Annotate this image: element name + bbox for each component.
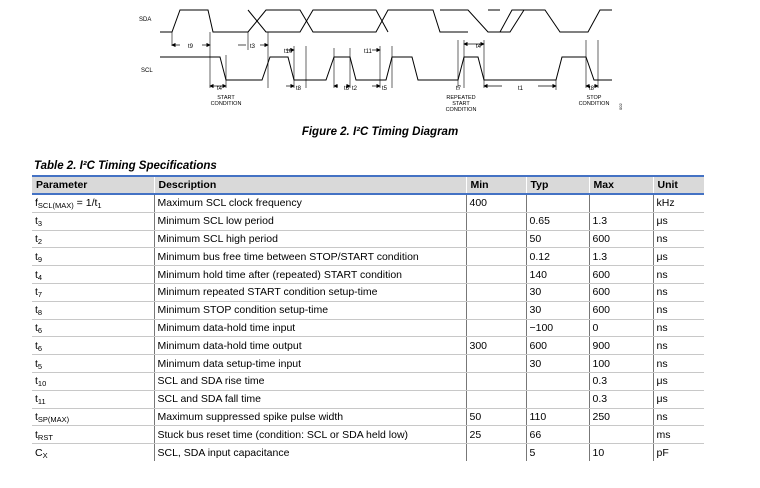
parameter-subscript: 11 xyxy=(37,397,46,407)
parameter-symbol: t xyxy=(35,393,38,406)
cell-max: 900 xyxy=(589,337,653,355)
cell-min: 400 xyxy=(466,194,526,212)
repeated-start-line2: START xyxy=(452,101,470,107)
parameter-symbol: t xyxy=(35,339,38,352)
cell-parameter xyxy=(32,301,154,319)
cell-typ: 66 xyxy=(526,426,589,444)
cell-max: 1.3 xyxy=(589,212,653,230)
cell-parameter xyxy=(32,372,154,390)
cell-min xyxy=(466,266,526,284)
parameter-subscript: 6 xyxy=(37,343,43,353)
parameter-subscript: RST xyxy=(37,432,53,442)
label-t5: t5 xyxy=(382,86,388,92)
parameter-symbol: t xyxy=(35,304,38,317)
label-t8: t8 xyxy=(296,86,302,92)
cell-min xyxy=(466,372,526,390)
cell-min xyxy=(466,230,526,248)
cell-unit: ns xyxy=(653,283,704,301)
cell-min xyxy=(466,319,526,337)
label-t6: t6 xyxy=(344,86,350,92)
cell-typ: 30 xyxy=(526,355,589,373)
table-row xyxy=(32,319,704,337)
table-body xyxy=(32,194,704,461)
cell-unit: μs xyxy=(653,390,704,408)
cell-unit: ms xyxy=(653,426,704,444)
cell-max: 600 xyxy=(589,301,653,319)
cell-parameter xyxy=(32,337,154,355)
parameter-symbol: t xyxy=(35,286,38,299)
parameter-symbol: t xyxy=(35,428,38,441)
cell-description: SCL and SDA rise time xyxy=(154,372,466,390)
cell-unit: ns xyxy=(653,355,704,373)
parameter-subscript: SCL(MAX) xyxy=(37,201,74,211)
header-max: Max xyxy=(589,176,653,194)
figure-caption: Figure 2. I²C Timing Diagram xyxy=(301,126,459,138)
cell-min xyxy=(466,301,526,319)
parameter-tail-subscript: 1 xyxy=(97,201,102,211)
cell-typ: 30 xyxy=(526,283,589,301)
cell-description: Maximum SCL clock frequency xyxy=(154,194,466,212)
table-title: Table 2. I²C Timing Specifications xyxy=(34,160,217,172)
scl-signal-label: SCL xyxy=(141,68,153,74)
parameter-symbol: t xyxy=(35,232,38,245)
header-min: Min xyxy=(466,176,526,194)
cell-description: Minimum data setup-time input xyxy=(154,355,466,373)
cell-max: 600 xyxy=(589,230,653,248)
cell-description: Minimum STOP condition setup-time xyxy=(154,301,466,319)
table-row xyxy=(32,266,704,284)
cell-parameter xyxy=(32,212,154,230)
parameter-symbol: f xyxy=(35,197,38,210)
parameter-subscript: X xyxy=(42,450,48,460)
cell-description: Minimum data-hold time input xyxy=(154,319,466,337)
cell-max: 600 xyxy=(589,266,653,284)
condition-labels xyxy=(211,95,610,113)
table-row xyxy=(32,355,704,373)
label-t4-repeat: t4 xyxy=(476,44,482,50)
cell-typ: 5 xyxy=(526,444,589,461)
cell-max: 600 xyxy=(589,283,653,301)
parameter-subscript: 6 xyxy=(37,325,43,335)
table-row xyxy=(32,212,704,230)
cell-unit: ns xyxy=(653,266,704,284)
repeated-start-line1: REPEATED xyxy=(446,95,476,101)
cell-typ xyxy=(526,194,589,212)
table-row xyxy=(32,194,704,212)
label-t3: t3 xyxy=(250,44,256,50)
cell-description: Minimum bus free time between STOP/START condition xyxy=(154,248,466,266)
label-t10: t10 xyxy=(284,49,293,55)
cell-description: Minimum repeated START condition setup-time xyxy=(154,283,466,301)
cell-unit: ns xyxy=(653,408,704,426)
cell-description: SCL, SDA input capacitance xyxy=(154,444,466,461)
timing-labels xyxy=(188,44,595,92)
parameter-subscript: 10 xyxy=(37,379,47,389)
table-row xyxy=(32,248,704,266)
parameter-subscript: 2 xyxy=(37,236,43,246)
cell-max: 1.3 xyxy=(589,248,653,266)
cell-max: 100 xyxy=(589,355,653,373)
cell-min: 50 xyxy=(466,408,526,426)
cell-max: 10 xyxy=(589,444,653,461)
table-row xyxy=(32,444,704,461)
header-typ: Typ xyxy=(526,176,589,194)
label-t9: t9 xyxy=(188,44,194,50)
table-row xyxy=(32,426,704,444)
header-description: Description xyxy=(154,176,466,194)
table-row xyxy=(32,230,704,248)
cell-min xyxy=(466,355,526,373)
cell-typ: 0.12 xyxy=(526,248,589,266)
table-row xyxy=(32,283,704,301)
cell-typ: 50 xyxy=(526,230,589,248)
cell-description: Minimum SCL high period xyxy=(154,230,466,248)
cell-parameter xyxy=(32,426,154,444)
scl-waveform xyxy=(160,57,612,80)
cell-description: Stuck bus reset time (condition: SCL or SDA held low) xyxy=(154,426,466,444)
parameter-subscript: SP(MAX) xyxy=(37,414,70,424)
cell-min: 300 xyxy=(466,337,526,355)
parameter-symbol: t xyxy=(35,410,38,423)
parameter-symbol: t xyxy=(35,357,38,370)
cell-parameter xyxy=(32,283,154,301)
parameter-tail: = 1/t xyxy=(73,197,98,210)
cell-typ: 600 xyxy=(526,337,589,355)
cell-unit: ns xyxy=(653,230,704,248)
sda-signal-label: SDA xyxy=(139,17,152,23)
cell-typ: 0.65 xyxy=(526,212,589,230)
start-condition-line2: CONDITION xyxy=(210,101,242,107)
start-condition-line1: START xyxy=(217,95,235,101)
cell-min xyxy=(466,444,526,461)
label-t7: t7 xyxy=(456,86,462,92)
cell-max: 0.3 xyxy=(589,372,653,390)
cell-unit: kHz xyxy=(653,194,704,212)
table-row xyxy=(32,408,704,426)
cell-min xyxy=(466,283,526,301)
label-t2: t2 xyxy=(352,86,358,92)
cell-parameter xyxy=(32,390,154,408)
cell-parameter xyxy=(32,266,154,284)
cell-unit: pF xyxy=(653,444,704,461)
cell-typ: 140 xyxy=(526,266,589,284)
cell-unit: μs xyxy=(653,248,704,266)
i2c-timing-diagram xyxy=(0,0,760,125)
timing-guides xyxy=(172,32,598,90)
parameter-symbol: t xyxy=(35,375,38,388)
parameter-subscript: 3 xyxy=(37,219,43,229)
cell-unit: ns xyxy=(653,301,704,319)
label-t8-stop: t8 xyxy=(589,86,595,92)
cell-min xyxy=(466,212,526,230)
cell-description: Minimum hold time after (repeated) START condition xyxy=(154,266,466,284)
stop-condition-line2: CONDITION xyxy=(578,101,610,107)
cell-parameter xyxy=(32,230,154,248)
cell-parameter xyxy=(32,355,154,373)
cell-typ: −100 xyxy=(526,319,589,337)
figure-side-code: 002 xyxy=(618,103,623,110)
parameter-subscript: 4 xyxy=(37,272,43,282)
cell-parameter xyxy=(32,248,154,266)
parameter-symbol: t xyxy=(35,215,38,228)
parameter-subscript: 8 xyxy=(37,308,43,318)
cell-max xyxy=(589,426,653,444)
cell-typ xyxy=(526,372,589,390)
table-header-row xyxy=(32,176,704,194)
cell-unit: μs xyxy=(653,372,704,390)
cell-description: SCL and SDA fall time xyxy=(154,390,466,408)
cell-description: Maximum suppressed spike pulse width xyxy=(154,408,466,426)
parameter-symbol: t xyxy=(35,321,38,334)
label-t1: t1 xyxy=(518,86,524,92)
cell-min xyxy=(466,390,526,408)
timing-spec-table xyxy=(32,175,704,461)
cell-parameter xyxy=(32,319,154,337)
sda-waveform xyxy=(160,10,612,32)
parameter-symbol: C xyxy=(35,446,43,459)
cell-typ: 110 xyxy=(526,408,589,426)
repeated-start-line3: CONDITION xyxy=(445,107,477,113)
cell-min: 25 xyxy=(466,426,526,444)
label-t4-start: t4 xyxy=(217,86,223,92)
cell-min xyxy=(466,248,526,266)
cell-description: Minimum data-hold time output xyxy=(154,337,466,355)
cell-max: 250 xyxy=(589,408,653,426)
cell-max xyxy=(589,194,653,212)
header-parameter: Parameter xyxy=(32,176,154,194)
table-row xyxy=(32,301,704,319)
parameter-subscript: 7 xyxy=(37,290,43,300)
header-unit: Unit xyxy=(653,176,704,194)
stop-condition-line1: STOP xyxy=(586,95,602,101)
cell-parameter xyxy=(32,408,154,426)
label-t11: t11 xyxy=(364,49,372,55)
parameter-symbol: t xyxy=(35,250,38,263)
cell-unit: μs xyxy=(653,212,704,230)
cell-description: Minimum SCL low period xyxy=(154,212,466,230)
table-row xyxy=(32,337,704,355)
parameter-symbol: t xyxy=(35,268,38,281)
table-row xyxy=(32,372,704,390)
cell-max: 0 xyxy=(589,319,653,337)
cell-parameter xyxy=(32,444,154,461)
cell-max: 0.3 xyxy=(589,390,653,408)
cell-typ: 30 xyxy=(526,301,589,319)
cell-typ xyxy=(526,390,589,408)
parameter-subscript: 9 xyxy=(37,254,43,264)
table-row xyxy=(32,390,704,408)
parameter-subscript: 5 xyxy=(37,361,43,371)
cell-parameter xyxy=(32,194,154,212)
cell-unit: ns xyxy=(653,337,704,355)
cell-unit: ns xyxy=(653,319,704,337)
